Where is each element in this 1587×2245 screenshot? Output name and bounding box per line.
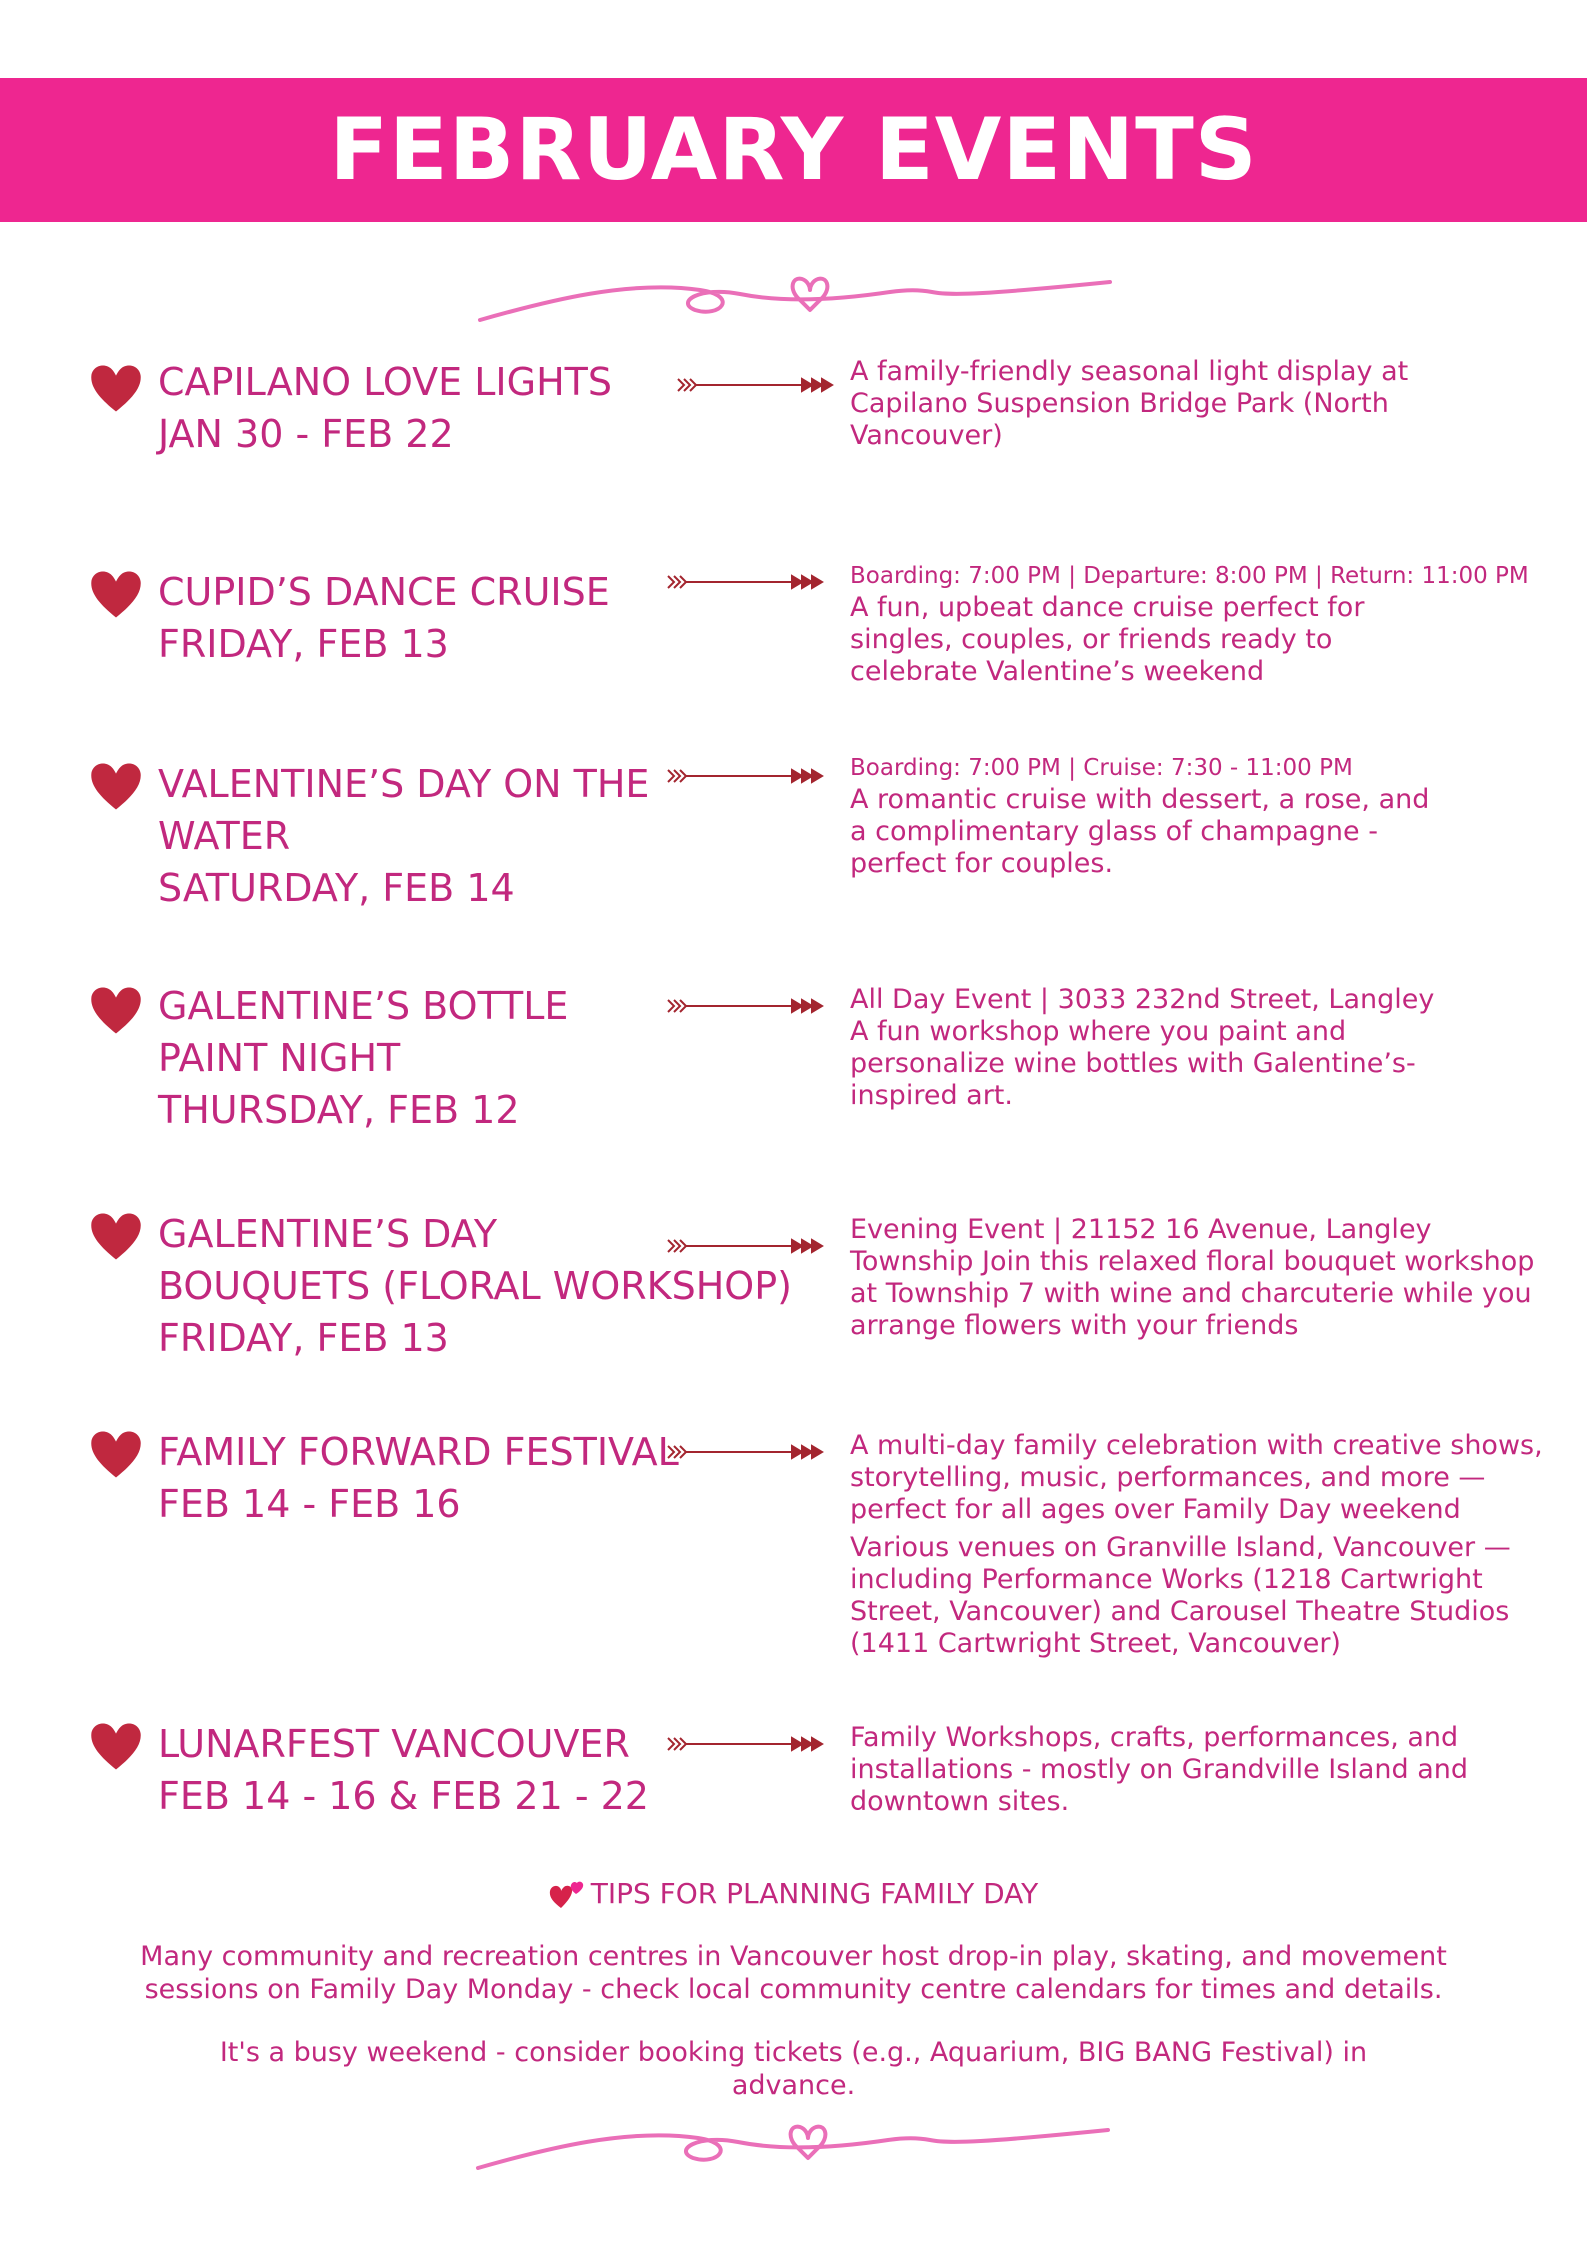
arrow-icon bbox=[666, 1236, 826, 1256]
event-name-cont: PAINT NIGHT bbox=[158, 1036, 401, 1080]
heart-icon bbox=[88, 1208, 144, 1264]
heart-icon bbox=[88, 566, 144, 622]
tip-item: It's a busy weekend - consider booking tickets (e.g., Aquarium, BIG BANG Festival) in advance. bbox=[219, 2037, 1368, 2101]
event-description: A romantic cruise with dessert, a rose, and a complimentary glass of champagne - perfect for couples. bbox=[850, 784, 1430, 879]
event-description-block bbox=[850, 1214, 1560, 1342]
tips-heading bbox=[0, 1876, 1587, 1912]
tips-heading-text: TIPS FOR PLANNING FAMILY DAY bbox=[590, 1877, 1039, 1910]
header-banner bbox=[0, 78, 1587, 222]
event-description-block bbox=[850, 1430, 1560, 1660]
event-title bbox=[158, 566, 678, 670]
event-title bbox=[158, 980, 678, 1136]
arrow-icon bbox=[676, 375, 836, 395]
event-description-block bbox=[850, 356, 1410, 452]
top-divider-ornament bbox=[470, 270, 1120, 330]
heart-icon bbox=[88, 758, 144, 814]
heart-icon bbox=[88, 982, 144, 1038]
arrow-icon bbox=[666, 996, 826, 1016]
event-date: JAN 30 - FEB 22 bbox=[158, 412, 454, 456]
event-description: A family-friendly seasonal light display at Capilano Suspension Bridge Park (North Vancouver) bbox=[850, 356, 1409, 451]
event-title bbox=[158, 758, 678, 914]
event-description: A fun, upbeat dance cruise perfect for singles, couples, or friends ready to celebrate Valentine’s weekend bbox=[850, 592, 1365, 687]
event-name: LUNARFEST VANCOUVER bbox=[158, 1722, 630, 1766]
event-name: GALENTINE’S DAY bbox=[158, 1212, 498, 1256]
event-description-block bbox=[850, 560, 1529, 688]
event-description-block bbox=[850, 984, 1450, 1112]
event-description: Evening Event | 21152 16 Avenue, Langley Township Join this relaxed floral bouquet workshop at Township 7 with wine and charcuterie while you arrange flowers with your friends bbox=[850, 1214, 1535, 1341]
tip-item: Many community and recreation centres in Vancouver host drop-in play, skating, and movement sessions on Family Day Monday - check local community centre calendars for times and details. bbox=[140, 1941, 1447, 2005]
two-hearts-icon bbox=[549, 1878, 585, 1912]
arrow-icon bbox=[666, 572, 826, 592]
page-title: FEBRUARY EVENTS bbox=[329, 100, 1258, 200]
event-description-block bbox=[850, 1722, 1470, 1818]
event-name-cont: BOUQUETS (FLORAL WORKSHOP) bbox=[158, 1264, 792, 1308]
event-title bbox=[158, 1426, 678, 1530]
event-date: FRIDAY, FEB 13 bbox=[158, 622, 449, 666]
event-description-block bbox=[850, 752, 1450, 880]
event-detail: Boarding: 7:00 PM | Departure: 8:00 PM | Return: 11:00 PM bbox=[850, 563, 1529, 589]
arrow-icon bbox=[666, 766, 826, 786]
event-date: FRIDAY, FEB 13 bbox=[158, 1316, 449, 1360]
event-venue: Various venues on Granville Island, Vancouver — including Performance Works (1218 Cartwright Street, Vancouver) and Carousel Theatre Studios (1411 Cartwright Street, Vancouver) bbox=[850, 1532, 1511, 1659]
event-description: A multi-day family celebration with creative shows, storytelling, music, performances, and more — perfect for all ages over Family Day weekend bbox=[850, 1430, 1543, 1525]
heart-icon bbox=[88, 1718, 144, 1774]
event-detail: Boarding: 7:00 PM | Cruise: 7:30 - 11:00 PM bbox=[850, 755, 1353, 781]
event-date: SATURDAY, FEB 14 bbox=[158, 866, 515, 910]
event-date: FEB 14 - 16 & FEB 21 - 22 bbox=[158, 1774, 649, 1818]
heart-icon bbox=[88, 360, 144, 416]
event-title bbox=[158, 1718, 678, 1822]
bottom-divider-ornament bbox=[468, 2118, 1118, 2178]
event-name: CAPILANO LOVE LIGHTS bbox=[158, 360, 612, 404]
event-name: VALENTINE’S DAY ON THE bbox=[158, 762, 650, 806]
event-name: GALENTINE’S BOTTLE bbox=[158, 984, 569, 1028]
event-title bbox=[158, 356, 678, 460]
event-date: THURSDAY, FEB 12 bbox=[158, 1088, 520, 1132]
arrow-icon bbox=[666, 1734, 826, 1754]
event-name: FAMILY FORWARD FESTIVAL bbox=[158, 1430, 679, 1474]
event-date: FEB 14 - FEB 16 bbox=[158, 1482, 461, 1526]
event-name: CUPID’S DANCE CRUISE bbox=[158, 570, 610, 614]
event-name-cont: WATER bbox=[158, 814, 291, 858]
heart-icon bbox=[88, 1426, 144, 1482]
event-title bbox=[158, 1208, 792, 1364]
event-description: All Day Event | 3033 232nd Street, Langley A fun workshop where you paint and personalize wine bottles with Galentine’s-inspired art. bbox=[850, 984, 1435, 1111]
arrow-icon bbox=[666, 1442, 826, 1462]
event-description: Family Workshops, crafts, performances, and installations - mostly on Grandville Island and downtown sites. bbox=[850, 1722, 1469, 1817]
